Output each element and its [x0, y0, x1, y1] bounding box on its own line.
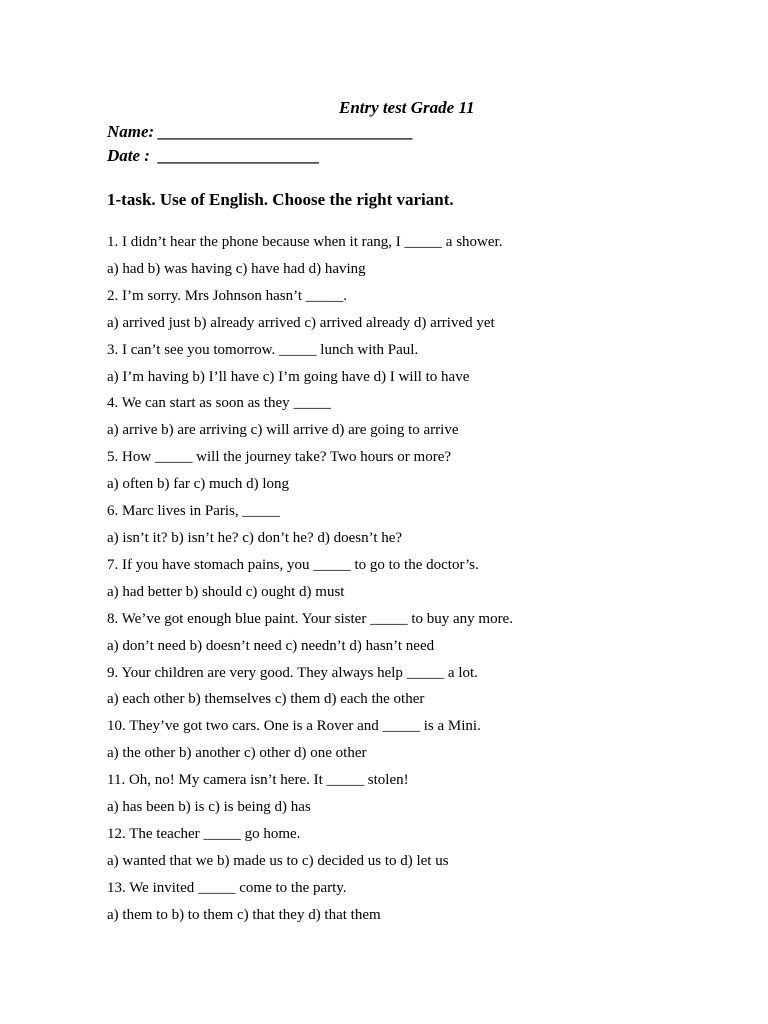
question-text: 9. Your children are very good. They always help _____ a lot.: [107, 664, 478, 681]
question-text: 8. We’ve got enough blue paint. Your sister _____ to buy any more.: [107, 610, 513, 627]
task-heading: 1-task. Use of English. Choose the right variant.: [107, 190, 454, 209]
question-text: 3. I can’t see you tomorrow. _____ lunch with Paul.: [107, 341, 419, 358]
answer-options: a) each other b) themselves c) them d) each the other: [107, 691, 425, 708]
answer-options: a) arrive b) are arriving c) will arrive d) are going to arrive: [107, 422, 459, 439]
question-text: 5. How _____ will the journey take? Two hours or more?: [107, 449, 452, 466]
name-field: Name: ______________________________: [107, 122, 414, 141]
answer-options: a) had better b) should c) ought d) must: [107, 583, 345, 600]
question-text: 2. I’m sorry. Mrs Johnson hasn’t _____.: [107, 287, 347, 304]
answer-options: a) wanted that we b) made us to c) decided us to d) let us: [107, 852, 449, 869]
document-page: [107, 96, 707, 929]
answer-options: a) the other b) another c) other d) one other: [107, 745, 367, 762]
question-text: 12. The teacher _____ go home.: [107, 825, 301, 842]
question-text: 13. We invited _____ come to the party.: [107, 879, 347, 896]
answer-options: a) has been b) is c) is being d) has: [107, 799, 311, 816]
answer-options: a) arrived just b) already arrived c) arrived already d) arrived yet: [107, 314, 495, 331]
answer-options: a) had b) was having c) have had d) having: [107, 260, 366, 277]
question-text: 10. They’ve got two cars. One is a Rover and _____ is a Mini.: [107, 718, 481, 735]
question-text: 6. Marc lives in Paris, _____: [107, 503, 280, 520]
question-text: 7. If you have stomach pains, you _____ to go to the doctor’s.: [107, 556, 479, 573]
document-title: Entry test Grade 11: [339, 98, 475, 117]
question-list: [107, 229, 707, 929]
answer-options: a) them to b) to them c) that they d) that them: [107, 906, 381, 923]
answer-options: a) often b) far c) much d) long: [107, 476, 290, 493]
answer-options: a) isn’t it? b) isn’t he? c) don’t he? d) doesn’t he?: [107, 529, 403, 546]
date-field: Date : ___________________: [107, 146, 320, 165]
question-text: 4. We can start as soon as they _____: [107, 395, 331, 412]
question-text: 1. I didn’t hear the phone because when it rang, I _____ a shower.: [107, 234, 503, 250]
answer-options: a) I’m having b) I’ll have c) I’m going have d) I will to have: [107, 368, 470, 385]
question-text: 11. Oh, no! My camera isn’t here. It _____ stolen!: [107, 772, 409, 789]
answer-options: a) don’t need b) doesn’t need c) needn’t d) hasn’t need: [107, 637, 435, 654]
